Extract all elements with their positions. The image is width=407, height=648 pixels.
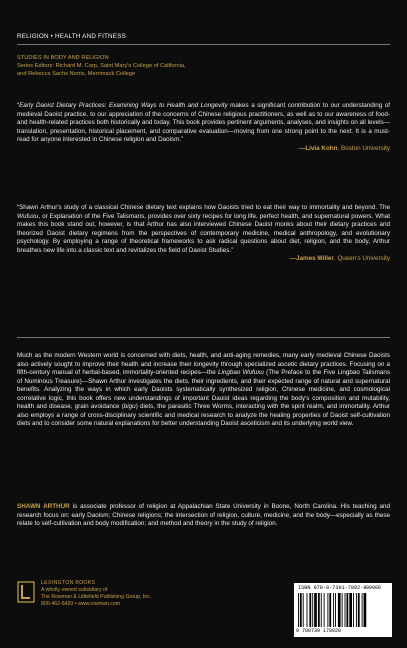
isbn-barcode [294,583,392,637]
endorsement-miller-text-2: , or Explanation of the Five Talismans, provides over sixty recipes for long life, perfect health, and supernatural powers. What makes this book stand out, however, is that Arthur has also interviewed Chinese Daoist monks about their dietary practices and theorized Daoist dietary regimens from the perspectives of contemporary medicine, medical anthropology, and evolutionary psychology. By employing a range of theoretical frameworks to ask radical questions about diet, religion, and the body, Arthur breathes new life into a classic text and revitalizes the field of Daoist Studies.” [17,212,390,254]
series-editors-line1: Series Editors: Richard M. Carp, Saint Mary's College of California, [17,63,186,69]
author-bio [17,503,390,529]
endorser-name: —James Miller [289,255,334,263]
bigu-italic: bigu [123,403,136,411]
description-text-2: (The Preface to the Five Lingbao Talismans of Numinous Treasure)—Shawn Arthur investigates the diets, their ingredients, and their expected range of natural and supernatural benefits. Analyzing the ways in which early Daoists systematically synthesized religion, Chinese medicine, and cosmological correlative logic, this book offers new understandings of important Daoist ideas regarding the body's composition and mutability, health and disease, grain avoidance ( [17,369,390,411]
barcode-number: 9 780739 178928 [296,628,342,634]
divider-middle [17,337,390,338]
endorsement-miller [17,204,390,264]
wufuxu-italic: Wufuxu [17,212,39,220]
publisher-line2: The Rowman & Littlefield Publishing Group, Inc. [41,594,152,600]
series-info [17,54,186,78]
book-title-italic: Early Daoist Dietary Practices: Examining Ways to Health and Longevity [19,102,228,109]
endorser-affiliation: , Boston University [337,144,390,152]
endorsement-kohn: “Early Daoist Dietary Practices: Examining Ways to Health and Longevity makes a significant contribution to our understanding of medieval Daoist practice, to our appreciation of the concerns of Chinese religious practitioners, as well as to our awareness of food- and health-related practices both historically and today. This book provides pertinent arguments, analyses, and insights on all levels—translation, presentation, historical placement, and comparative evaluation—moving from one strong point to the next. It is a must-read for anyone interested in Chinese religion and Daoism.” —Livia Kohn, Boston University [17,102,390,152]
publisher-logo-icon [17,581,35,603]
endorsement-miller-text-1: “Shawn Arthur's study of a classical Chinese dietary text explains how Daoists tried to eat their way to immortality and beyond. The [17,204,390,211]
description-text-1: Much as the modern Western world is concerned with diets, health, and anti-aging remedies, many early medieval Chinese Daoists also actively sought to improve their health and increase their longevity through specialized ascetic dietary practices. Focusing on a fifth-century manual of herbal-based, immortality-oriented recipes—the [17,352,390,377]
publisher-name: LEXINGTON BOOKS [41,580,96,586]
endorsement-kohn-text: makes a significant contribution to our understanding of medieval Daoist practice, to our appreciation of the concerns of Chinese religious practitioners, as well as to our awareness of food- and health-related practices both historically and today. This book provides pertinent arguments, analyses, and insights on all levels—translation, presentation, historical placement, and comparative evaluation—moving from one strong point to the next. It is a must-read for anyone interested in Chinese religion and Daoism.” [17,102,390,144]
author-bio-text: is associate professor of religion at Appalachian State University in Boone, North Carolina. His teaching and research focus on: early Daoism; Chinese religions; the intersection of religion, culture, medicine, and the body—especially as these relate to self-cultivation and body modification; and method and theory in the study of religion. [17,503,390,528]
endorsement-kohn-attribution [17,145,390,154]
divider-top [17,44,390,45]
publisher-line1: A wholly owned subsidiary of [41,587,108,593]
endorser-affiliation: , Queen's University [333,255,390,263]
barcode-icon [298,593,388,627]
price-code: 90000 [366,585,382,591]
publisher-info [41,580,151,608]
book-description [17,352,390,429]
author-name: SHAWN ARTHUR [17,503,70,510]
description-text-3: ) diets, the parasitic Three Worms, interacting with the spirit realm, and immortality. Arthur also employs a range of cross-disciplinary scientific and medical research to analyze the healing properties of Daoist self-cultivation diets and to consider some natural explanations for better understanding Daoist asceticism and its underlying world view. [17,403,390,428]
endorser-name: —Livia Kohn [299,144,338,152]
publisher-contact: 800-462-6420 • www.rowman.com [41,601,121,607]
description-title-italic: Lingbao Wufuxu [218,369,264,377]
endorsement-miller-attribution [17,255,390,264]
isbn-text: ISBN 978-0-7391-7892-8 [298,585,367,591]
series-editors-line2: and Rebecca Sachs Norris, Merrimack College [17,71,136,77]
series-title: STUDIES IN BODY AND RELIGION [17,55,109,61]
category-line: RELIGION • HEALTH AND FITNESS [17,33,127,40]
